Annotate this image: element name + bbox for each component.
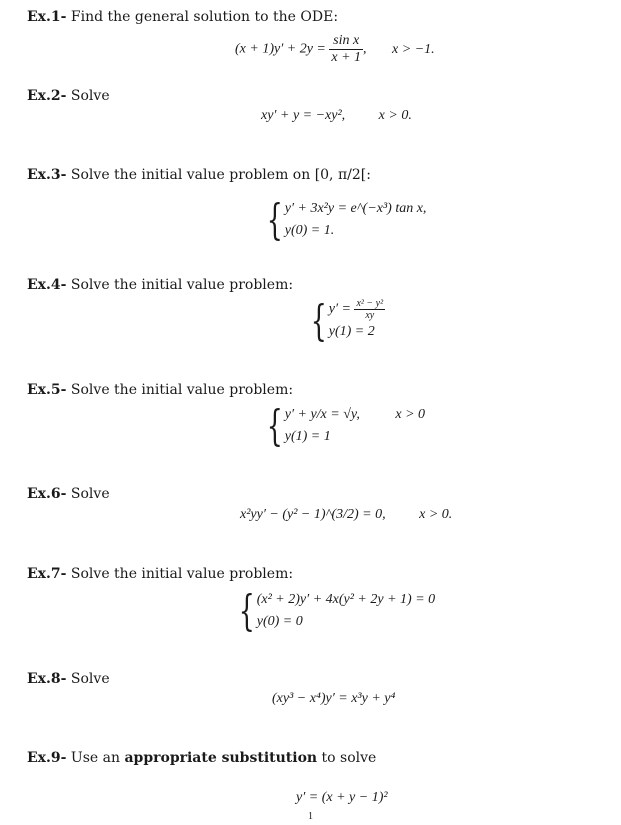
emphasis-text: appropriate substitution [124,750,318,766]
system-row-2: y(1) = 2 [328,324,375,339]
exercise-label: Ex.7- [27,566,67,582]
ode-equation-9 [296,789,388,807]
domain-condition: x > 0 [395,407,426,422]
equation-lhs: (x + 1)y′ + 2y = [235,41,326,57]
exercise-text: Solve the initial value problem: [70,382,294,398]
left-brace: { [310,295,327,345]
exercise-6-prompt [27,485,110,503]
exercise-label: Ex.4- [27,277,67,293]
exercise-5-prompt [27,381,293,399]
exercise-4-prompt [27,276,293,294]
exercise-text: Use an [70,750,120,766]
system-row-2: y(1) = 1 [284,429,331,444]
ode-equation-8 [272,690,395,708]
left-brace: { [238,586,255,635]
ivp-system-7 [228,586,436,635]
equation: xy′ + y = −xy², [261,108,349,123]
exercise-text: Solve [70,88,110,104]
equation: (xy³ − x⁴)y′ = x³y + y⁴ [272,691,396,706]
exercise-text-end: to solve [321,750,377,766]
fraction-numerator: sin x [329,33,363,50]
system-row-1: y′ + y/x = √y, [284,407,360,422]
fraction [329,33,363,66]
exercise-7-prompt [27,565,293,583]
system-row-2: y(0) = 1. [284,223,335,238]
exercise-label: Ex.6- [27,486,67,502]
exercise-text: Solve the initial value problem: [70,566,294,582]
exercise-text: Solve [70,671,110,687]
ivp-system-5 [256,401,426,450]
exercise-label: Ex.8- [27,671,67,687]
system-row-1: (x² + 2)y′ + 4x(y² + 2y + 1) = 0 [256,592,436,607]
fraction-numerator: x² − y² [356,298,384,309]
exercise-text: Find the general solution to the ODE: [70,9,339,25]
fraction-denominator: x + 1 [331,50,362,65]
exercise-label: Ex.5- [27,382,67,398]
exercise-text: Solve the initial value problem: [70,277,294,293]
exercise-label: Ex.1- [27,9,67,25]
ode-equation-2 [261,107,412,125]
ode-equation-1: (x + 1)y′ + 2y = $\frac{\text{sin x}}{x + 1}$ , x > −1. [235,33,435,65]
page-number: 1 [308,811,313,822]
exercise-8-prompt [27,670,110,688]
exercise-1-prompt [27,8,338,26]
exercise-3-prompt [27,166,371,184]
exercise-label: Ex.3- [27,167,67,183]
equation: y′ = (x + y − 1)² [296,790,388,805]
exercise-label: Ex.9- [27,750,67,766]
exercise-text: Solve [70,486,110,502]
ivp-system-3 [256,195,427,244]
domain-condition: x > −1. [392,41,435,57]
fraction-denominator: xy [365,310,375,321]
exercise-text: Solve the initial value problem on [0, π/2[: [70,167,371,183]
exercise-label: Ex.2- [27,88,67,104]
left-brace: { [266,195,283,244]
domain-condition: x > 0. [419,507,453,522]
ode-equation-6 [240,506,452,524]
row-1-lhs: y′ = [328,301,351,317]
left-brace: { [266,401,283,450]
equation: x²yy′ − (y² − 1)^(3/2) = 0, [240,507,386,522]
exercise-9-prompt [27,749,376,767]
domain-condition: x > 0. [378,108,412,123]
fraction [354,298,385,321]
ivp-system-4 [300,295,385,345]
system-row-2: y(0) = 0 [256,614,303,629]
exercise-2-prompt [27,87,110,105]
system-row-1: y′ + 3x²y = e^(−x³) tan x, [284,201,427,216]
